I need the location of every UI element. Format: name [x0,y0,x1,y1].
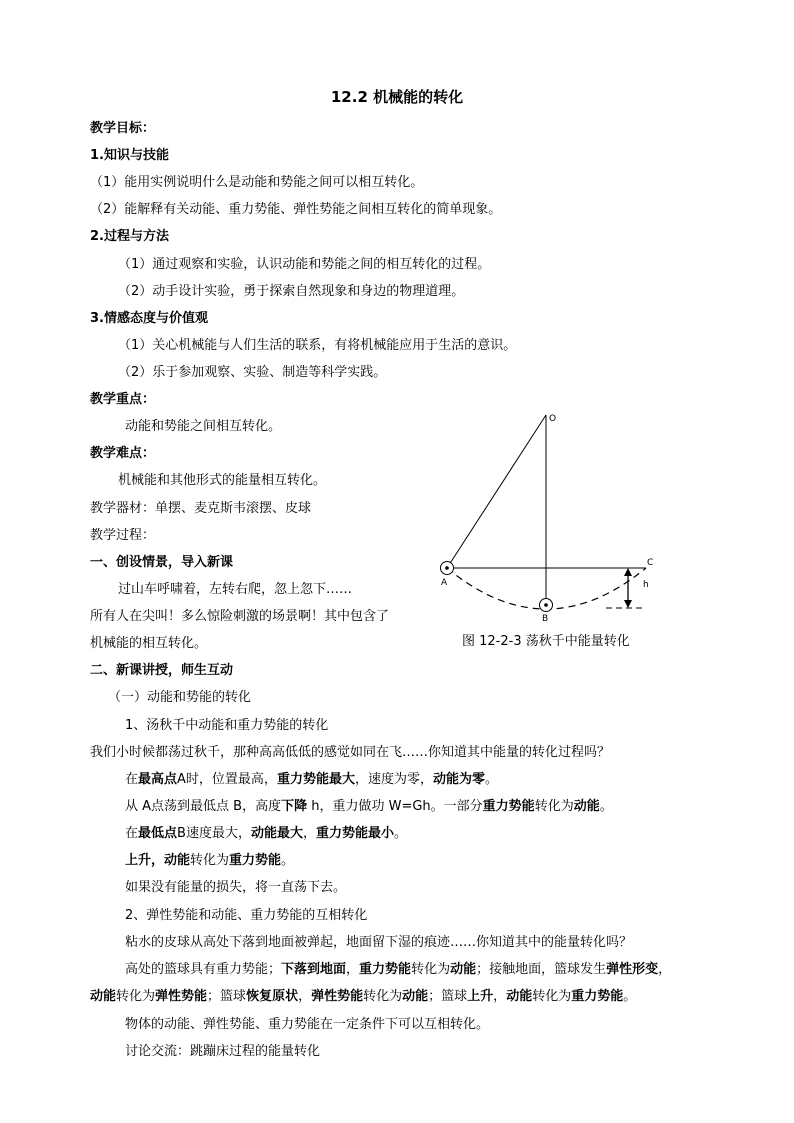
section-1-item: （2）能解释有关动能、重力势能、弹性势能之间相互转化的简单现象。 [90,202,502,217]
text-run-bold: 重力势能 [482,799,535,814]
text-run: 。 [623,989,637,1004]
text-run-bold: 动能 [90,989,117,1004]
text-run-bold: 重力势能最大 [276,772,355,787]
section-3-heading: 3.情感态度与价值观 [90,311,208,326]
swing-line-3 [125,825,407,843]
tilted-string-line [447,415,546,568]
text-run-bold: 重力势能 [571,989,624,1004]
section-2-item: （1）通过观察和实验，认识动能和势能之间的相互转化的过程。 [118,257,491,272]
text-run: ， [493,989,507,1004]
text-run-bold: 动能 [402,989,429,1004]
section-1-heading: 1.知识与技能 [90,148,169,163]
swing-intro: 我们小时候都荡过秋千，那种高高低低的感觉如同在飞……你知道其中能量的转化过程吗？ [90,745,611,760]
text-run: 。 [394,826,408,841]
part-1-line: 所有人在尖叫！多么惊险刺激的场景啊！其中包含了 [90,609,390,624]
text-run-bold: 动能为零 [432,772,485,787]
text-run: ；接触地面，篮球发生 [476,962,607,977]
difficulty-text: 机械能和其他形式的能量相互转化。 [118,473,327,488]
discussion-line: 讨论交流：跳蹦床过程的能量转化 [125,1044,321,1059]
text-run-bold: 动能 [506,989,533,1004]
goals-heading: 教学目标： [90,121,156,136]
text-run-bold: 动能最大 [250,826,303,841]
text-run-bold: 重力势能最小 [315,826,394,841]
label-o: O [549,414,557,424]
text-run: ，速度为零， [354,772,433,787]
text-run: ， [302,826,316,841]
difficulty-heading: 教学难点： [90,446,156,461]
process-label: 教学过程： [90,528,156,543]
page-title: 12.2 机械能的转化 [330,88,464,106]
text-run-bold: 下落到地面 [281,962,347,977]
text-run: ， [346,962,360,977]
equipment-line: 教学器材：单摆、麦克斯韦滚摆、皮球 [90,501,312,516]
pendulum-figure [436,405,662,624]
text-run: 从 A点荡到最低点 B，高度 [125,799,282,814]
text-run: ；篮球 [428,989,468,1004]
text-run: 。 [599,799,613,814]
text-run: 转化为 [411,962,451,977]
text-run: 。 [484,772,498,787]
text-run: 。 [281,853,295,868]
label-c: C [647,558,654,568]
text-run: ， [658,962,672,977]
text-run: B速度最大， [177,826,251,841]
elastic-intro: 粘水的皮球从高处下落到地面被弹起，地面留下湿的痕迹……你知道其中的能量转化吗？ [125,935,633,950]
text-run-bold: 动能 [573,799,600,814]
figure-caption: 图 12-2-3 荡秋千中能量转化 [462,634,630,649]
key-points-heading: 教学重点： [90,392,156,407]
text-run-bold: 下降 [281,799,308,814]
text-run-bold: 动能 [450,962,477,977]
arrow-up-icon [624,568,632,576]
text-run-bold: 弹性形变 [606,962,659,977]
section-3-item: （1）关心机械能与人们生活的联系，有将机械能应用于生活的意识。 [118,338,517,353]
swing-line-4 [125,852,294,870]
text-run-bold: 重力势能 [359,962,412,977]
swing-line-2 [125,798,613,816]
text-run: A时，位置最高， [177,772,277,787]
ball-a-center [445,566,449,570]
elastic-line-2 [90,988,636,1006]
section-2-item: （2）动手设计实验，勇于探索自然现象和身边的物理道理。 [118,284,465,299]
part-1-line: 机械能的相互转化。 [90,636,208,651]
elastic-heading: 2、弹性势能和动能、重力势能的互相转化 [125,908,368,923]
text-run-bold: 上升 [467,989,494,1004]
section-2-heading: 2.过程与方法 [90,229,169,244]
text-run-bold: 弹性势能 [311,989,364,1004]
swing-line-1 [125,771,498,789]
subsection-heading: （一）动能和势能的转化 [108,690,252,705]
text-run: 转化为 [363,989,403,1004]
text-run: h，重力做功 W=Gh。一部分 [307,799,483,814]
section-1-item: （1）能用实例说明什么是动能和势能之间可以相互转化。 [90,175,424,190]
text-run-bold: 弹性势能 [155,989,208,1004]
key-points-text: 动能和势能之间相互转化。 [125,419,282,434]
text-run: ， [298,989,312,1004]
text-run: 在 [125,826,139,841]
section-3-item: （2）乐于参加观察、实验、制造等科学实践。 [118,365,387,380]
text-run-bold: 恢复原状 [246,989,299,1004]
text-run-bold: 最高点 [138,772,178,787]
swing-line-5: 如果没有能量的损失，将一直荡下去。 [125,880,347,895]
part-1-line: 过山车呼啸着，左转右爬，忽上忽下…… [118,582,353,597]
text-run-bold: 重力势能 [229,853,282,868]
text-run: 高处的篮球具有重力势能； [125,962,282,977]
label-b: B [542,614,549,624]
text-run: 转化为 [534,799,574,814]
arrow-down-icon [624,600,632,608]
ball-b-center [544,603,548,607]
summary-line: 物体的动能、弹性势能、重力势能在一定条件下可以互相转化。 [125,1017,490,1032]
text-run: 在 [125,772,139,787]
text-run: 转化为 [116,989,156,1004]
elastic-line-1 [125,961,671,979]
text-run-bold: 最低点 [138,826,178,841]
text-run: 转化为 [190,853,230,868]
text-run: 转化为 [532,989,572,1004]
swing-heading: 1、汤秋千中动能和重力势能的转化 [125,718,329,733]
label-h: h [643,580,649,590]
text-run-bold: 上升，动能 [125,853,191,868]
part-1-heading: 一、创设情景，导入新课 [90,555,234,570]
text-run: ；篮球 [207,989,247,1004]
part-2-heading: 二、新课讲授，师生互动 [90,663,234,678]
label-a: A [441,578,448,588]
